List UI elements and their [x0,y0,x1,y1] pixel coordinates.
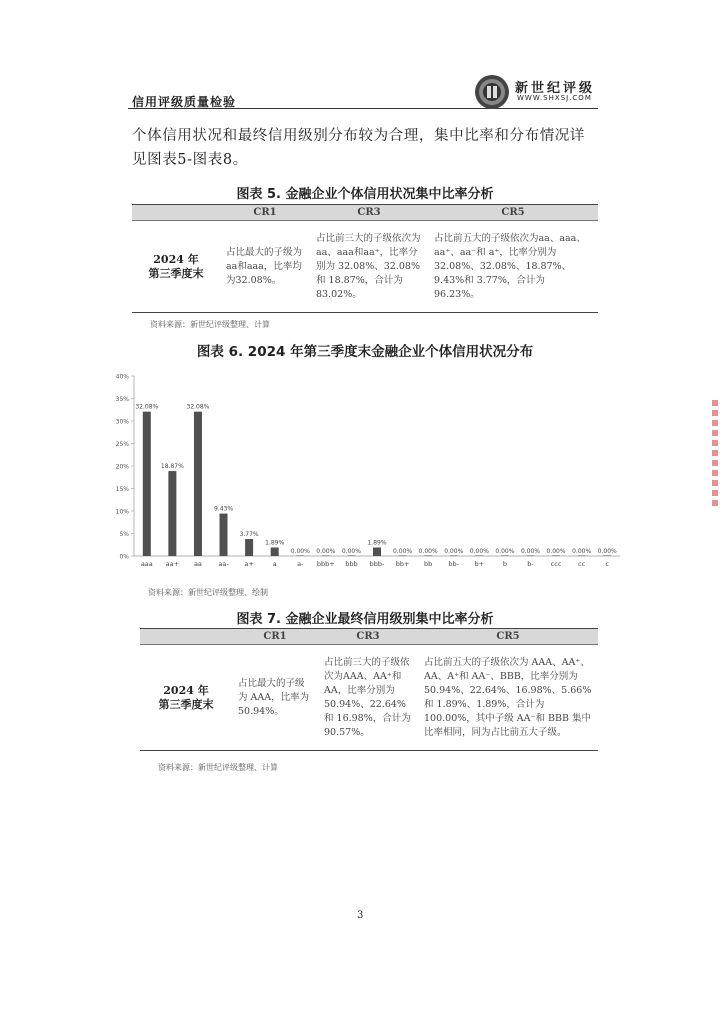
bar [475,556,483,557]
data-label: 0.00% [290,548,310,555]
x-tick-label: aa- [218,560,229,568]
data-label: 9.43% [213,505,234,513]
bar [501,556,509,557]
x-tick-label: a+ [244,560,254,568]
data-label: 0.00% [469,548,489,555]
y-tick-label: 30% [115,418,129,426]
table7-header-cr1: CR1 [232,629,318,645]
y-tick-label: 15% [115,486,129,493]
x-tick-label: aa+ [165,560,180,568]
x-tick-label: cc [578,560,586,568]
y-tick-label: 35% [115,396,129,403]
table5-header-cr3: CR3 [310,205,428,221]
table7-header-blank [140,629,232,645]
x-tick-label: aa [193,560,202,568]
data-label: 0.00% [444,548,464,555]
header-divider [128,108,598,109]
table7-cr3-cell: 占比前三大的子级依次为AAA、AA⁺和 AA，比率分别为 50.94%、22.64%和 16.98%，合计为90.57%。 [318,645,418,751]
table7-cr5-cell: 占比前五大的子级依次为 AAA、AA⁺、AA、A⁺和 AA⁻、BBB，比率分别为 50.94%、22.64%、16.98%、5.66%和 1.89%、1.89%，合计为 100.00%，其中子级 AA⁻和 BBB 集中比率相同，同为占比前五大子级。 [418,645,598,751]
data-label: 0.00% [341,548,361,555]
bar [322,556,330,557]
bar [373,547,381,556]
logo-url: WWW.SHXSJ.COM [517,94,592,102]
header-title: 信用评级质量检验 [132,95,237,109]
edge-stamp [712,400,718,510]
table7-source: 资料来源：新世纪评级整理、计算 [158,763,278,772]
data-label: 0.00% [597,548,617,555]
bar [296,556,304,557]
x-tick-label: a [272,560,277,568]
x-tick-label: a- [297,560,304,568]
bar [271,547,279,556]
y-tick-label: 40% [115,373,129,381]
table7-row-label: 2024 年 第三季度末 [140,645,232,751]
x-tick-label: bbb [345,560,358,568]
table7 [140,628,598,751]
data-label: 3.77% [239,531,259,539]
x-tick-label: ccc [550,560,562,568]
x-tick-label: b- [527,560,534,568]
table7-cr1-cell: 占比最大的子级为 AAA，比率为50.94%。 [232,645,318,751]
table5-source: 资料来源：新世纪评级整理、计算 [150,320,270,329]
x-tick-label: bb [424,560,433,568]
table5 [132,204,598,313]
body-paragraph: 个体信用状况和最终信用级别分布较为合理，集中比率和分布情况详见图表5-图表8。 [132,128,585,168]
bar [552,556,560,557]
bar [424,556,432,557]
table7-caption: 图表 7. 金融企业最终信用级别集中比率分析 [236,612,494,627]
data-label: 0.00% [393,548,413,555]
chart6 [110,366,628,576]
data-label: 0.00% [546,548,566,555]
bar [347,556,355,557]
bar [578,556,586,557]
table7-header-cr3: CR3 [318,629,418,645]
data-label: 18.87% [160,463,184,471]
table5-cr3-cell: 占比前三大的子级依次为aa、aaa和aa⁺，比率分别为 32.08%、32.08%和 18.87%，合计为 83.02%。 [310,221,428,313]
bar [220,514,228,556]
x-tick-label: b+ [474,560,485,568]
x-tick-label: bb+ [395,560,410,568]
data-label: 0.00% [520,548,541,555]
page-number: 3 [357,910,364,921]
bar [194,412,202,556]
table5-caption: 图表 5. 金融企业个体信用状况集中比率分析 [236,187,494,202]
data-label: 32.08% [135,403,159,411]
table5-cr1-cell: 占比最大的子级为aa和aaa，比率均为32.08%。 [220,221,310,313]
x-tick-label: bb- [448,560,460,568]
data-label: 0.00% [316,548,336,555]
x-tick-label: bbb+ [316,560,335,568]
bar [168,471,176,556]
y-tick-label: 20% [115,463,129,471]
x-tick-label: c [605,560,609,568]
table5-cr5-cell: 占比前五大的子级依次为aa、aaa、aa⁺、aa⁻和 a⁺，比率分别为 32.08%、32.08%、18.87%、9.43%和 3.77%，合计为 96.23%。 [428,221,598,313]
y-tick-label: 10% [115,508,129,516]
table5-header-cr1: CR1 [220,205,310,221]
chart6-caption: 图表 6. 2024 年第三季度末金融企业个体信用状况分布 [196,344,534,360]
chart6-source: 资料来源：新世纪评级整理、绘制 [148,588,268,597]
bar [526,556,534,557]
table7-header-cr5: CR5 [418,629,598,645]
company-logo-icon [474,74,510,110]
data-label: 0.00% [495,548,515,555]
bar [245,539,253,556]
data-label: 32.08% [186,403,210,411]
data-label: 1.89% [367,539,387,547]
x-tick-label: bbb- [369,560,385,568]
y-tick-label: 25% [115,441,129,448]
bar [143,412,151,556]
data-label: 0.00% [572,548,592,555]
table5-header-cr5: CR5 [428,205,598,221]
x-tick-label: aaa [140,560,153,568]
y-tick-label: 5% [119,531,129,538]
bar [603,556,611,557]
bar [450,556,458,557]
table5-row-label: 2024 年 第三季度末 [132,221,220,313]
bar [399,556,407,557]
x-tick-label: b [502,560,507,568]
data-label: 1.89% [265,539,285,547]
data-label: 0.00% [418,548,438,555]
logo-name: 新世纪评级 [515,81,596,96]
y-tick-label: 0% [119,553,129,561]
table5-header-blank [132,205,220,221]
